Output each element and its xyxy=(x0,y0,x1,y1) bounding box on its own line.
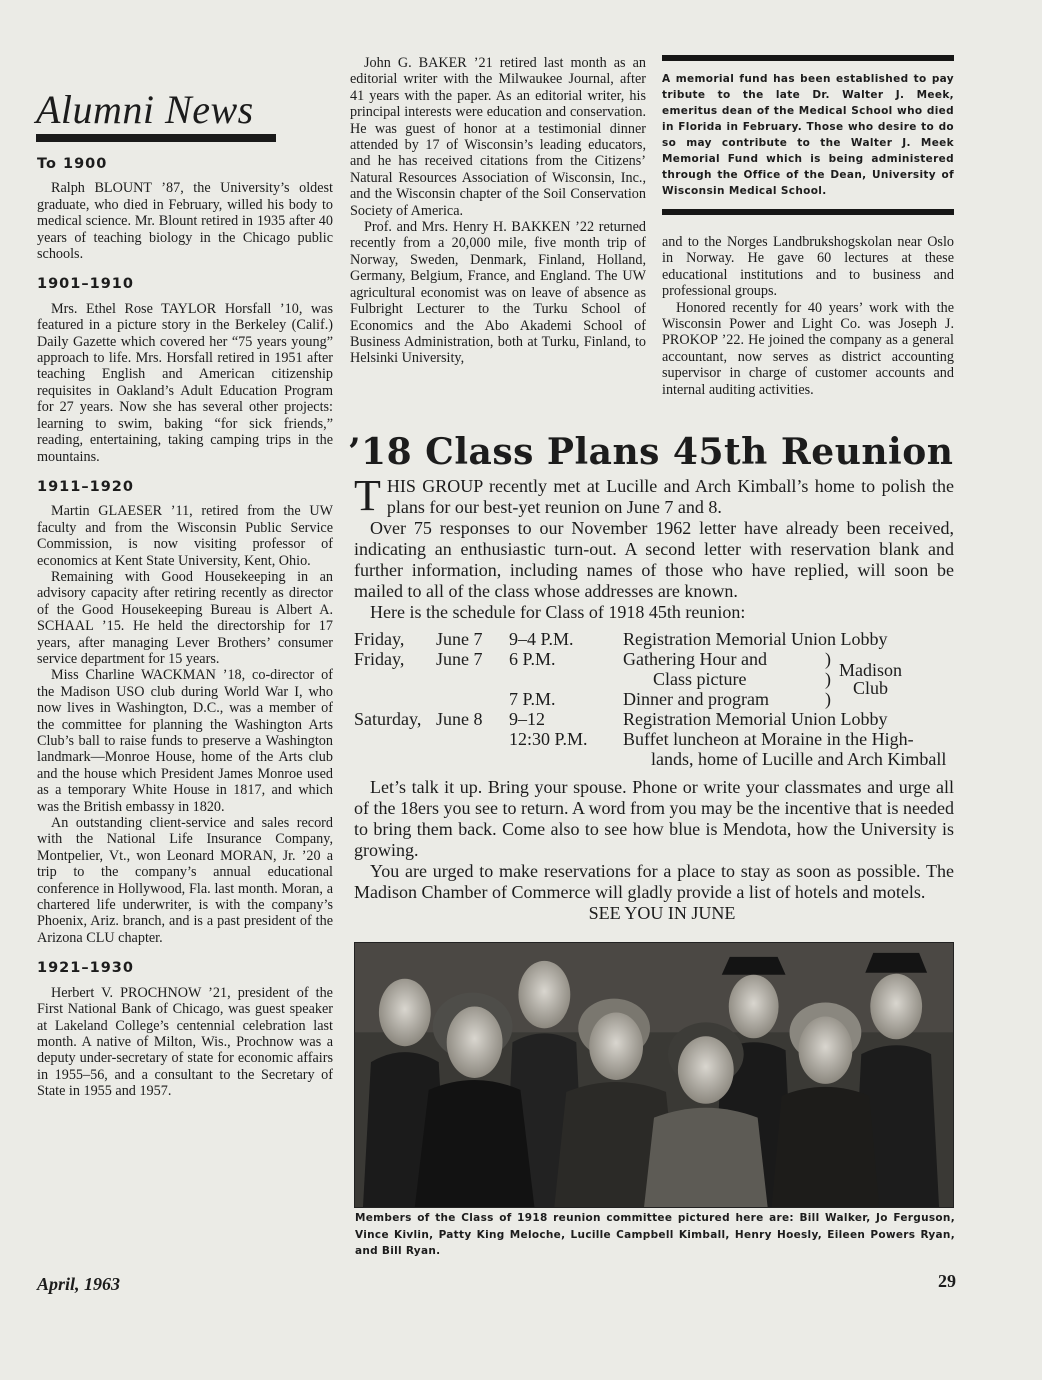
schedule-event: Gathering Hour and xyxy=(623,649,767,669)
schedule-event: Class picture xyxy=(653,669,747,689)
issue-date: April, 1963 xyxy=(37,1274,121,1294)
alumni-note: Martin GLAESER ’11, retired from the UW faculty and from the Wisconsin Public Service Commission, is now visiting professor of economics at Kent State University, Kent, Ohio. xyxy=(37,503,333,569)
memorial-notice-box xyxy=(662,55,954,215)
schedule-intro: Here is the schedule for Class of 1918 45th reunion: xyxy=(370,602,746,622)
schedule-event: Registration Memorial Union Lobby xyxy=(623,709,888,729)
schedule-day: Friday, xyxy=(354,649,405,669)
reunion-signoff: SEE YOU IN JUNE xyxy=(588,903,736,923)
schedule-event: Buffet luncheon at Moraine in the High- xyxy=(623,729,914,749)
alumni-note: Miss Charline WACKMAN ’18, co-director of the Madison USO club during World War I, who now lives in Washington, D.C., was a member of the committee for planning the Washington Arts Club’s ball to raise funds to preserve a Washington landmark—Monroe House, home of the Arts club and the house which President James Monroe used as a temporary White House in 1817, and which was the British embassy in 1820. xyxy=(37,667,333,815)
memorial-bottom-rule xyxy=(662,209,954,215)
schedule-row xyxy=(354,629,954,649)
right-column xyxy=(662,234,954,398)
schedule-row xyxy=(354,649,954,669)
memorial-notice-text: A memorial fund has been established to pay tribute to the late Dr. Walter J. Meek, emeritus dean of the Medical School who died in Florida in February. Those who desire to do so may contribute to the Walter J. Meek Memorial Fund which is being administered through the Office of the Dean, University of Wisconsin Medical School. xyxy=(662,73,954,197)
section-heading: 1911–1920 xyxy=(37,478,134,495)
brace: ) xyxy=(825,689,831,709)
reunion-paragraph: You are urged to make reservations for a place to stay as soon as possible. The Madison Chamber of Commerce will gladly provide a list of hotels and motels. xyxy=(354,861,954,902)
reunion-committee-photo xyxy=(354,942,954,1208)
alumni-note: Mrs. Ethel Rose TAYLOR Horsfall ’10, was featured in a picture story in the Berkeley (Calif.) Daily Gazette which covered her “75 years young” approach to life. Mrs. Horsfall retired in 1951 after teaching English and American citizenship requisites in Oakland’s Adult Education Program for 27 years. Now she has several other projects: learning to swim, baking “for sick friends,” reading, entertaining, taking camping trips in the mountains. xyxy=(37,300,333,465)
memorial-top-rule xyxy=(662,55,954,61)
schedule-time: 9–12 xyxy=(509,709,545,729)
schedule-time: 6 P.M. xyxy=(509,649,556,669)
alumni-note: Ralph BLOUNT ’87, the University’s oldest graduate, who died in February, willed his body to medical science. Mr. Blount retired in 1935 after 40 years of teaching biology in the Chicago public schools. xyxy=(37,180,333,263)
schedule-day: Friday, xyxy=(354,629,405,649)
reunion-intro-text: HIS GROUP recently met at Lucille and Arch Kimball’s home to polish the plans for our best-yet reunion on June 7 and 8. xyxy=(386,476,954,517)
schedule-event: Registration Memorial Union Lobby xyxy=(623,629,888,649)
schedule-event: lands, home of Lucille and Arch Kimball xyxy=(651,749,947,769)
section-heading: To 1900 xyxy=(37,156,108,172)
reunion-schedule-table xyxy=(354,629,954,769)
masthead-rule xyxy=(36,134,276,142)
alumni-note: Prof. and Mrs. Henry H. BAKKEN ’22 returned recently from a 20,000 mile, five month trip of Norway, Sweden, Denmark, Finland, Holland, Germany, Belgium, France, and England. The UW agricultural economist was on leave of absence as Fulbright Lecturer to the Turku School of Economics and the Abo Akademi School of Business Administration, both at Turku, Finland, to Helsinki University, xyxy=(350,219,646,367)
schedule-time: 7 P.M. xyxy=(509,689,556,709)
middle-column xyxy=(350,55,646,367)
reunion-paragraph: Let’s talk it up. Bring your spouse. Phone or write your classmates and urge all of the 18ers you see to return. A word from you may be the incentive that is needed to bring them back. Come also to see how blue is Mendota, how the University is growing. xyxy=(354,777,954,860)
schedule-time: 9–4 P.M. xyxy=(509,629,574,649)
schedule-day: Saturday, xyxy=(354,709,422,729)
brace: ) xyxy=(825,669,831,689)
reunion-article xyxy=(354,471,954,924)
masthead: Alumni News xyxy=(36,87,254,132)
venue-line: Club xyxy=(853,678,889,698)
schedule-row xyxy=(354,729,954,749)
page-number: 29 xyxy=(938,1271,956,1291)
schedule-row xyxy=(354,709,954,729)
venue-line: Madison xyxy=(839,660,902,680)
alumni-notes-column xyxy=(37,150,333,1100)
section-heading: 1921–1930 xyxy=(37,960,134,977)
reunion-intro xyxy=(354,471,954,520)
alumni-note: Herbert V. PROCHNOW ’21, president of the First National Bank of Chicago, was guest speaker at Lakeland College’s centennial celebration last month. A native of Milton, Wis., Prochnow was a deputy under-secretary of state for economic affairs in 1955–56, and a consultant to the Secretary of State in 1955 and 1957. xyxy=(37,984,333,1100)
schedule-date: June 7 xyxy=(436,649,483,669)
alumni-note: Remaining with Good Housekeeping in an advisory capacity after retiring recently as director of the Good Housekeeping Bureau is Albert A. SCHAAL ’15. He held the directorship for 17 years, after managing Lever Brothers’ consumer service department for 15 years. xyxy=(37,568,333,667)
reunion-paragraph: Over 75 responses to our November 1962 letter have already been received, indicating an enthusiastic turn-out. A second letter with reservation blank and further information, including names of those who have replied, will soon be mailed to all of the class whose addresses are known. xyxy=(354,518,954,601)
schedule-row xyxy=(354,749,954,769)
alumni-note: John G. BAKER ’21 retired last month as an editorial writer with the Milwaukee Journal, after 41 years with the paper. As an editorial writer, his principal interests were education and conservation. He was guest of honor at a testimonial dinner attended by 17 of Wisconsin’s leading educators, and he has received citations from the Citizens’ Natural Resources Association of Wisconsin, Inc., and the Wisconsin chapter of the Soil Conservation Society of America. xyxy=(350,55,646,219)
drop-cap: T xyxy=(354,471,381,520)
photo-illustration xyxy=(355,943,953,1207)
alumni-note: Honored recently for 40 years’ work with the Wisconsin Power and Light Co. was Joseph J. PROKOP ’22. He joined the company as a general accountant, now serves as district accounting supervisor in charge of customer accounts and internal auditing activities. xyxy=(662,299,954,398)
schedule-date: June 7 xyxy=(436,629,483,649)
reunion-headline: ’18 Class Plans 45th Reunion xyxy=(348,431,954,473)
schedule-time: 12:30 P.M. xyxy=(509,729,588,749)
section-heading: 1901–1910 xyxy=(37,276,134,293)
alumni-note: and to the Norges Landbrukshogskolan near Oslo in Norway. He gave 60 lectures at these educational institutions and to business and professional groups. xyxy=(662,234,954,300)
schedule-event: Dinner and program xyxy=(623,689,769,709)
schedule-venue xyxy=(839,649,954,709)
photo-caption: Members of the Class of 1918 reunion committee pictured here are: Bill Walker, Jo Ferguson, Vince Kivlin, Patty King Meloche, Lucille Campbell Kimball, Henry Hoesly, Eileen Powers Ryan, and Bill Ryan. xyxy=(355,1212,955,1257)
alumni-note: An outstanding client-service and sales record with the National Life Insurance Company, Montpelier, Vt., won Leonard MORAN, Jr. ’20 a trip to the company’s annual educational conference in Hollywood, Fla. last month. Moran, a chartered life underwriter, is with the company’s Phoenix, Ariz. branch, and is a past president of the Arizona CLU chapter. xyxy=(37,815,333,946)
schedule-date: June 8 xyxy=(436,709,483,729)
brace: ) xyxy=(825,649,831,669)
